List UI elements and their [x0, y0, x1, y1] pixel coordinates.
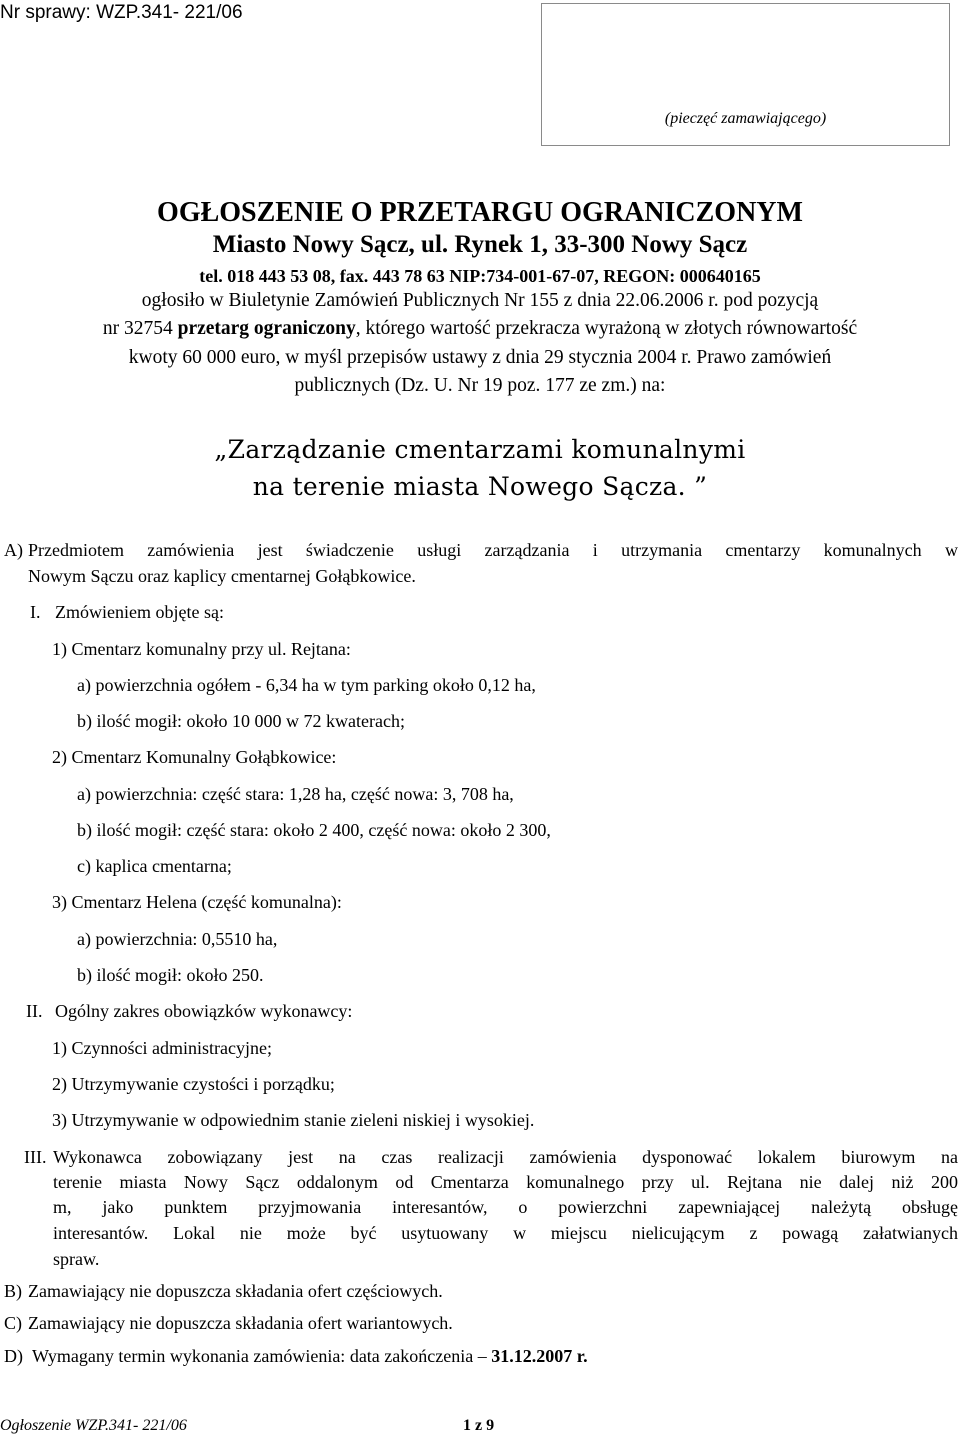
- list-item: 2) Utrzymywanie czystości i porządku;: [52, 1074, 335, 1094]
- page-number: 1 z 9: [463, 1417, 495, 1434]
- part-ii-heading: Ogólny zakres obowiązków wykonawcy:: [55, 1001, 353, 1021]
- completion-date: 31.12.2007 r.: [491, 1346, 588, 1366]
- section-a-line-2: Nowym Sączu oraz kaplicy cmentarnej Gołąbkowice.: [28, 566, 416, 586]
- intro-line-3: kwoty 60 000 euro, w myśl przepisów ustawy z dnia 29 stycznia 2004 r. Prawo zamówień: [128, 347, 832, 368]
- list-item: 1) Cmentarz komunalny przy ul. Rejtana:: [52, 639, 351, 659]
- footer-reference: Ogłoszenie WZP.341- 221/06: [0, 1417, 187, 1434]
- part-iii-line-3: m, jako punktem przyjmowania interesantów, o powierzchni zapewniającej należytą obsługę: [53, 1197, 958, 1217]
- list-item: 1) Czynności administracyjne;: [52, 1038, 272, 1058]
- list-item: a) powierzchnia: 0,5510 ha,: [77, 929, 278, 949]
- tender-type: przetarg ograniczony: [177, 318, 356, 339]
- part-iii-line-4: interesantów. Lokal nie może być usytuowany w miejscu nielicującym z powagą załatwianych: [53, 1223, 958, 1243]
- part-ii-marker: II.: [26, 1001, 43, 1021]
- section-b-text: Zamawiający nie dopuszcza składania ofert częściowych.: [28, 1281, 443, 1301]
- list-item: a) powierzchnia ogółem - 6,34 ha w tym parking około 0,12 ha,: [77, 675, 536, 695]
- list-item: a) powierzchnia: część stara: 1,28 ha, część nowa: 3, 708 ha,: [77, 784, 514, 804]
- section-c-marker: C): [4, 1313, 22, 1333]
- part-iii-line-5: spraw.: [53, 1249, 100, 1269]
- notice-title: OGŁOSZENIE O PRZETARGU OGRANICZONYM: [157, 197, 803, 228]
- list-item: c) kaplica cmentarna;: [77, 856, 232, 876]
- contracting-authority: Miasto Nowy Sącz, ul. Rynek 1, 33-300 Nowy Sącz: [212, 231, 748, 258]
- part-iii-line-2: terenie miasta Nowy Sącz oddalonym od Cmentarza komunalnego przy ul. Rejtana nie dalej niż 200: [53, 1172, 958, 1192]
- subject-line-1: „Zarządzanie cmentarzami komunalnymi: [214, 435, 746, 464]
- stamp-label: (pieczęć zamawiającego): [664, 110, 827, 127]
- stamp-box: [541, 3, 950, 146]
- list-item: b) ilość mogił: około 250.: [77, 965, 264, 985]
- part-i-heading: Zmówieniem objęte są:: [55, 602, 224, 622]
- part-iii-line-1: Wykonawca zobowiązany jest na czas realizacji zamówienia dysponować lokalem biurowym na: [53, 1147, 958, 1167]
- list-item: 3) Cmentarz Helena (część komunalna):: [52, 892, 342, 912]
- section-a-line-1: Przedmiotem zamówienia jest świadczenie usługi zarządzania i utrzymania cmentarzy komunalnych w: [28, 540, 958, 560]
- section-d-text: Wymagany termin wykonania zamówienia: data zakończenia – 31.12.2007 r.: [32, 1346, 588, 1366]
- part-iii-marker: III.: [24, 1147, 47, 1167]
- case-number: Nr sprawy: WZP.341- 221/06: [0, 2, 243, 23]
- list-item: b) ilość mogił: około 10 000 w 72 kwaterach;: [77, 711, 405, 731]
- intro-line-2: nr 32754 przetarg ograniczony, którego wartość przekracza wyrażoną w złotych równowartość: [102, 318, 858, 339]
- section-c-text: Zamawiający nie dopuszcza składania ofert wariantowych.: [28, 1313, 453, 1333]
- subject-line-2: na terenie miasta Nowego Sącza. ”: [252, 472, 708, 501]
- section-b-marker: B): [4, 1281, 22, 1301]
- list-item: 3) Utrzymywanie w odpowiednim stanie zieleni niskiej i wysokiej.: [52, 1110, 535, 1130]
- section-d-marker: D): [4, 1346, 23, 1366]
- list-item: b) ilość mogił: część stara: około 2 400, część nowa: około 2 300,: [77, 820, 551, 840]
- intro-line-4: publicznych (Dz. U. Nr 19 poz. 177 ze zm.) na:: [294, 375, 666, 396]
- intro-line-1: ogłosiło w Biuletynie Zamówień Publicznych Nr 155 z dnia 22.06.2006 r. pod pozycją: [141, 290, 819, 311]
- section-a-marker: A): [4, 540, 23, 560]
- contact-line: tel. 018 443 53 08, fax. 443 78 63 NIP:734-001-67-07, REGON: 000640165: [199, 266, 761, 286]
- list-item: 2) Cmentarz Komunalny Gołąbkowice:: [52, 747, 337, 767]
- part-i-marker: I.: [30, 602, 41, 622]
